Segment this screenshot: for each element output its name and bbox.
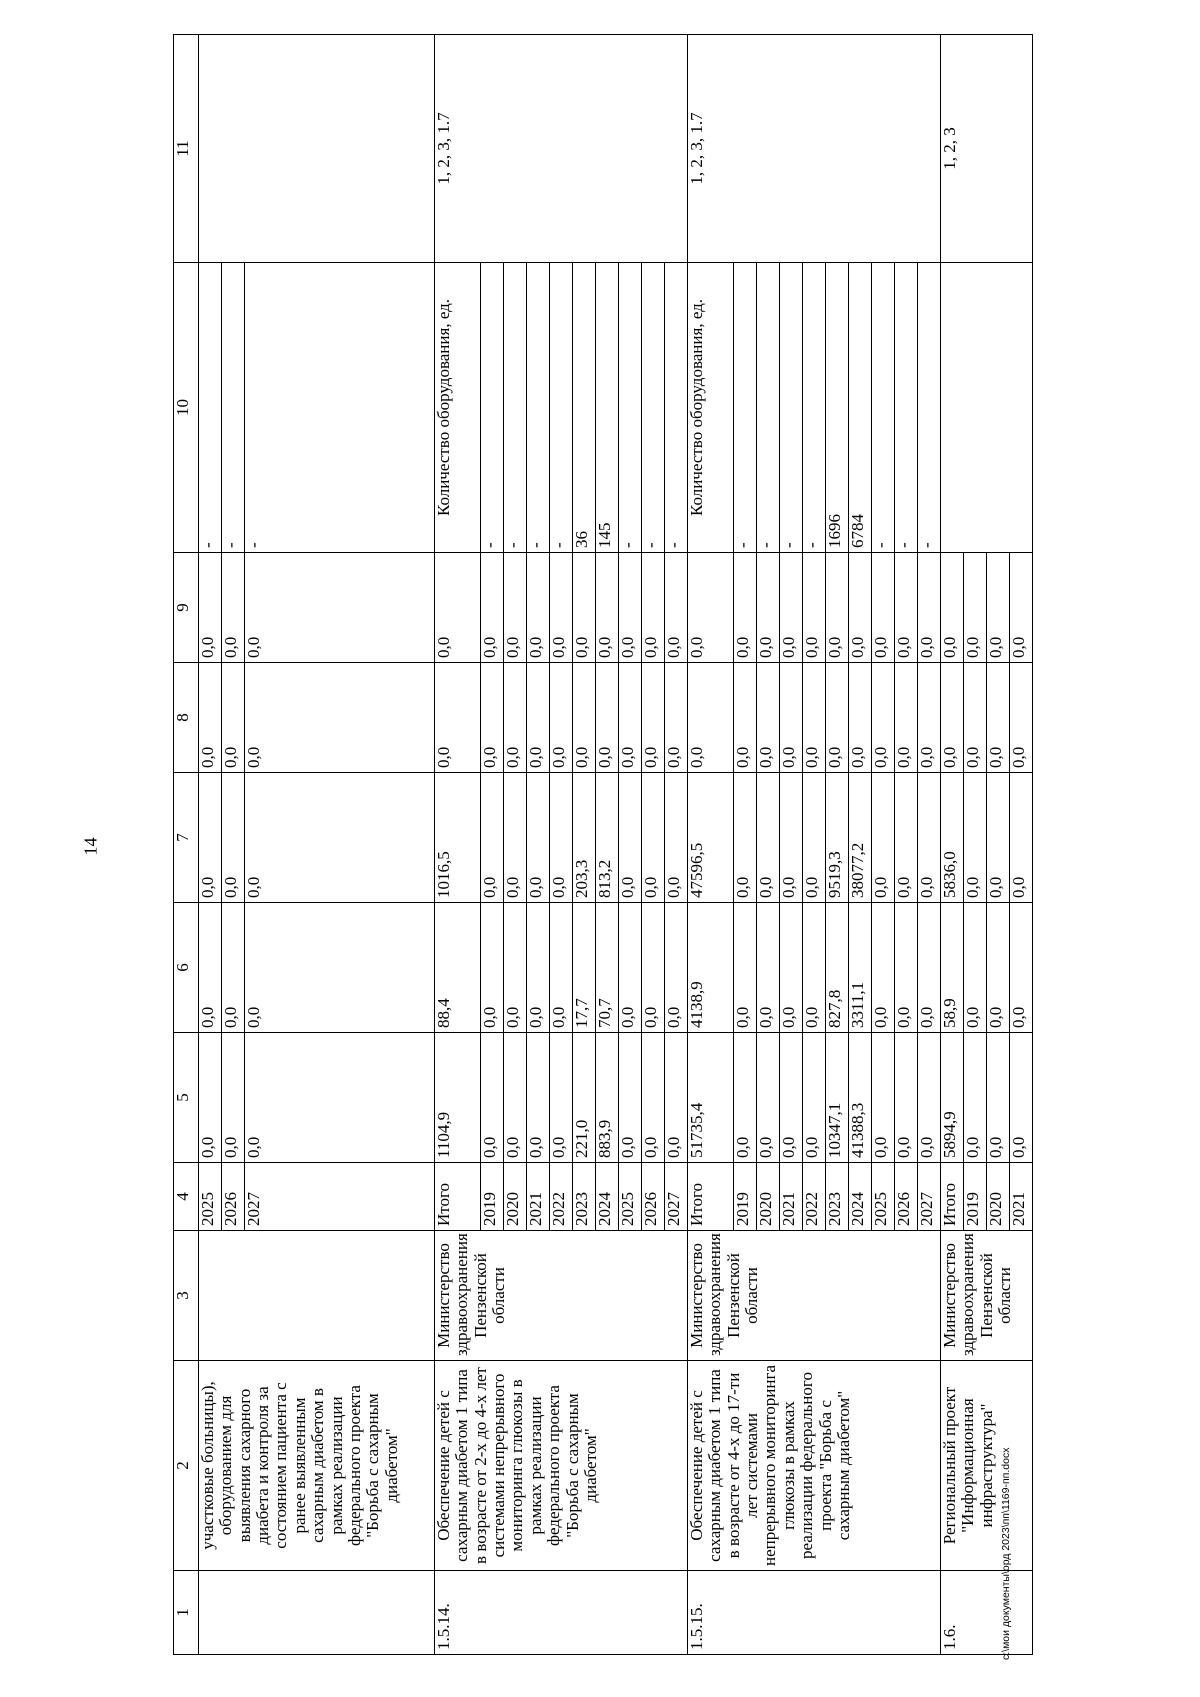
value-cell: 0,0	[550, 663, 573, 773]
cont-num-cell	[199, 1571, 435, 1655]
value-cell: 0,0	[199, 553, 222, 663]
value-cell: 0,0	[1010, 1033, 1033, 1163]
value-cell: 0,0	[872, 553, 895, 663]
value-cell: 0,0	[527, 553, 550, 663]
value-cell: 0,0	[642, 1033, 665, 1163]
cont-name-cell: участковые больницы), оборудованием для выявления сахарного диабета и контроля за состоянием пациента с ранее выявленным сахарным диабетом в рамках реализации федерального проекта "Борьба с сахарным диабетом"	[199, 1361, 435, 1571]
value-cell: 0,0	[481, 903, 504, 1033]
value-cell: 0,0	[918, 773, 941, 903]
col-header-2: 2	[174, 1361, 199, 1571]
table-body	[199, 35, 1033, 1655]
value-cell: 1016,5	[435, 773, 481, 903]
value-cell: 5894,9	[941, 1033, 964, 1163]
col-header-4: 4	[174, 1163, 199, 1231]
value-cell: 883,9	[596, 1033, 619, 1163]
value-cell: 0,0	[780, 553, 803, 663]
indicator-value-cell: 36	[573, 263, 596, 553]
value-cell: 0,0	[849, 663, 872, 773]
col-header-5: 5	[174, 1033, 199, 1163]
value-cell: 0,0	[987, 903, 1010, 1033]
value-cell: 0,0	[872, 1033, 895, 1163]
executor-cell: Министерство здравоохранения Пензенской области	[688, 1231, 941, 1361]
value-cell: 51735,4	[688, 1033, 734, 1163]
year-cell: 2024	[849, 1163, 872, 1231]
indicator-value-cell: 145	[596, 263, 619, 553]
indicator-value-cell: -	[872, 263, 895, 553]
reference-cell: 1, 2, 3, 1.7	[435, 35, 688, 263]
year-cell: 2021	[780, 1163, 803, 1231]
value-cell: 221,0	[573, 1033, 596, 1163]
value-cell: 0,0	[1010, 663, 1033, 773]
year-cell: 2027	[245, 1163, 435, 1231]
value-cell: 88,4	[435, 903, 481, 1033]
value-cell: 0,0	[245, 1033, 435, 1163]
value-cell: 0,0	[803, 1033, 826, 1163]
indicator-value-cell: -	[918, 263, 941, 553]
year-cell: 2025	[199, 1163, 222, 1231]
total-label-cell: Итого	[688, 1163, 734, 1231]
value-cell: 0,0	[987, 553, 1010, 663]
value-cell: 0,0	[596, 553, 619, 663]
value-cell: 0,0	[550, 1033, 573, 1163]
item-name-cell: Региональный проект "Информационная инфраструктура"	[941, 1361, 1033, 1571]
value-cell: 0,0	[642, 903, 665, 1033]
indicator-value-cell: -	[199, 263, 222, 553]
value-cell: 0,0	[780, 663, 803, 773]
value-cell: 0,0	[504, 773, 527, 903]
col-header-3: 3	[174, 1231, 199, 1361]
value-cell: 0,0	[964, 903, 987, 1033]
value-cell: 0,0	[550, 773, 573, 903]
col-header-8: 8	[174, 663, 199, 773]
year-cell: 2021	[1010, 1163, 1033, 1231]
table-row	[199, 35, 222, 1655]
value-cell: 0,0	[872, 773, 895, 903]
value-cell: 0,0	[504, 663, 527, 773]
value-cell: 0,0	[826, 553, 849, 663]
value-cell: 813,2	[596, 773, 619, 903]
indicator-value-cell: -	[734, 263, 757, 553]
cont-exec-cell	[199, 1231, 435, 1361]
value-cell: 0,0	[665, 773, 688, 903]
value-cell: 0,0	[199, 663, 222, 773]
year-cell: 2022	[550, 1163, 573, 1231]
year-cell: 2024	[596, 1163, 619, 1231]
value-cell: 827,8	[826, 903, 849, 1033]
value-cell: 0,0	[665, 903, 688, 1033]
value-cell: 1104,9	[435, 1033, 481, 1163]
value-cell: 0,0	[964, 773, 987, 903]
item-number-cell: 1.5.15.	[688, 1571, 941, 1655]
total-label-cell: Итого	[435, 1163, 481, 1231]
value-cell: 0,0	[895, 1033, 918, 1163]
value-cell: 0,0	[665, 1033, 688, 1163]
value-cell: 0,0	[245, 773, 435, 903]
col-header-7: 7	[174, 773, 199, 903]
value-cell: 0,0	[435, 663, 481, 773]
value-cell: 203,3	[573, 773, 596, 903]
table-row	[941, 35, 964, 1655]
executor-cell: Министерство здравоохранения Пензенской области	[941, 1231, 1033, 1361]
value-cell: 0,0	[918, 663, 941, 773]
value-cell: 0,0	[665, 553, 688, 663]
indicator-value-cell: -	[803, 263, 826, 553]
value-cell: 0,0	[527, 663, 550, 773]
table-row	[435, 35, 481, 1655]
value-cell: 0,0	[734, 1033, 757, 1163]
value-cell: 0,0	[803, 663, 826, 773]
value-cell: 0,0	[734, 553, 757, 663]
value-cell: 0,0	[245, 663, 435, 773]
indicator-value-cell: -	[895, 263, 918, 553]
table-row	[688, 35, 734, 1655]
value-cell: 0,0	[642, 553, 665, 663]
year-cell: 2026	[642, 1163, 665, 1231]
year-cell: 2025	[872, 1163, 895, 1231]
year-cell: 2020	[987, 1163, 1010, 1231]
value-cell: 0,0	[895, 903, 918, 1033]
indicator-value-cell: -	[550, 263, 573, 553]
value-cell: 0,0	[1010, 553, 1033, 663]
indicator-value-cell: -	[222, 263, 245, 553]
value-cell: 0,0	[688, 553, 734, 663]
year-cell: 2027	[665, 1163, 688, 1231]
value-cell: 3311,1	[849, 903, 872, 1033]
value-cell: 0,0	[734, 903, 757, 1033]
value-cell: 0,0	[527, 773, 550, 903]
value-cell: 0,0	[619, 663, 642, 773]
value-cell: 0,0	[222, 663, 245, 773]
value-cell: 0,0	[780, 773, 803, 903]
value-cell: 0,0	[872, 663, 895, 773]
footer-file-path: c:\мои документы\орд 2023\пп\1169-пп.docx	[1000, 1447, 1012, 1660]
value-cell: 0,0	[222, 1033, 245, 1163]
value-cell: 10347,1	[826, 1033, 849, 1163]
value-cell: 0,0	[222, 903, 245, 1033]
year-cell: 2019	[964, 1163, 987, 1231]
value-cell: 41388,3	[849, 1033, 872, 1163]
value-cell: 0,0	[803, 903, 826, 1033]
value-cell: 0,0	[481, 773, 504, 903]
year-cell: 2023	[573, 1163, 596, 1231]
header-row	[174, 35, 199, 1655]
value-cell: 5836,0	[941, 773, 964, 903]
value-cell: 0,0	[941, 663, 964, 773]
item-name-cell: Обеспечение детей с сахарным диабетом 1 типа в возрасте от 4-х до 17-ти лет системами непрерывного мониторинга глюкозы в рамках реализации федерального проекта "Борьба с сахарным диабетом"	[688, 1361, 941, 1571]
value-cell: 0,0	[734, 773, 757, 903]
value-cell: 0,0	[1010, 773, 1033, 903]
reference-cell: 1, 2, 3	[941, 35, 1033, 263]
value-cell: 0,0	[665, 663, 688, 773]
item-name-cell: Обеспечение детей с сахарным диабетом 1 типа в возрасте от 2-х до 4-х лет системами непрерывного мониторинга глюкозы в рамках реализации федерального проекта "Борьба с сахарным диабетом"	[435, 1361, 688, 1571]
year-cell: 2022	[803, 1163, 826, 1231]
value-cell: 0,0	[527, 903, 550, 1033]
value-cell: 0,0	[780, 1033, 803, 1163]
value-cell: 58,9	[941, 903, 964, 1033]
year-cell: 2025	[619, 1163, 642, 1231]
value-cell: 0,0	[619, 773, 642, 903]
value-cell: 0,0	[780, 903, 803, 1033]
value-cell: 0,0	[987, 773, 1010, 903]
year-cell: 2026	[222, 1163, 245, 1231]
year-cell: 2021	[527, 1163, 550, 1231]
program-table	[173, 34, 1033, 1655]
value-cell: 0,0	[642, 773, 665, 903]
value-cell: 0,0	[803, 553, 826, 663]
value-cell: 0,0	[918, 1033, 941, 1163]
year-cell: 2019	[481, 1163, 504, 1231]
value-cell: 0,0	[504, 903, 527, 1033]
value-cell: 0,0	[573, 553, 596, 663]
indicator-value-cell: -	[245, 263, 435, 553]
value-cell: 17,7	[573, 903, 596, 1033]
value-cell: 0,0	[688, 663, 734, 773]
value-cell: 0,0	[596, 663, 619, 773]
value-cell: 38077,2	[849, 773, 872, 903]
indicator-name-cell: Количество оборудования, ед.	[435, 263, 481, 553]
value-cell: 0,0	[550, 903, 573, 1033]
value-cell: 0,0	[757, 903, 780, 1033]
value-cell: 0,0	[987, 1033, 1010, 1163]
reference-cell: 1, 2, 3, 1.7	[688, 35, 941, 263]
value-cell: 0,0	[222, 553, 245, 663]
indicator-value-cell: -	[481, 263, 504, 553]
indicator-name-cell: Количество оборудования, ед.	[688, 263, 734, 553]
page-number: 14	[80, 837, 101, 856]
indicator-value-cell: 1696	[826, 263, 849, 553]
value-cell: 0,0	[481, 1033, 504, 1163]
col-header-10: 10	[174, 263, 199, 553]
value-cell: 0,0	[918, 903, 941, 1033]
value-cell: 0,0	[222, 773, 245, 903]
value-cell: 0,0	[481, 663, 504, 773]
col-header-6: 6	[174, 903, 199, 1033]
value-cell: 0,0	[734, 663, 757, 773]
indicator-name-cell	[941, 263, 1033, 553]
item-number-cell: 1.6.	[941, 1571, 1033, 1655]
value-cell: 0,0	[964, 663, 987, 773]
value-cell: 0,0	[964, 1033, 987, 1163]
indicator-value-cell: -	[757, 263, 780, 553]
year-cell: 2026	[895, 1163, 918, 1231]
value-cell: 0,0	[550, 553, 573, 663]
indicator-value-cell: 6784	[849, 263, 872, 553]
value-cell: 0,0	[435, 553, 481, 663]
value-cell: 47596,5	[688, 773, 734, 903]
col-header-11: 11	[174, 35, 199, 263]
value-cell: 0,0	[573, 663, 596, 773]
col-header-1: 1	[174, 1571, 199, 1655]
value-cell: 0,0	[245, 903, 435, 1033]
value-cell: 0,0	[757, 663, 780, 773]
year-cell: 2027	[918, 1163, 941, 1231]
value-cell: 9519,3	[826, 773, 849, 903]
item-number-cell: 1.5.14.	[435, 1571, 688, 1655]
executor-cell: Министерство здравоохранения Пензенской области	[435, 1231, 688, 1361]
value-cell: 0,0	[872, 903, 895, 1033]
indicator-value-cell: -	[527, 263, 550, 553]
value-cell: 0,0	[619, 553, 642, 663]
cont-ref-cell	[199, 35, 435, 263]
total-label-cell: Итого	[941, 1163, 964, 1231]
value-cell: 0,0	[895, 553, 918, 663]
value-cell: 70,7	[596, 903, 619, 1033]
value-cell: 0,0	[964, 553, 987, 663]
value-cell: 4138,9	[688, 903, 734, 1033]
indicator-value-cell: -	[780, 263, 803, 553]
value-cell: 0,0	[895, 773, 918, 903]
value-cell: 0,0	[619, 1033, 642, 1163]
year-cell: 2019	[734, 1163, 757, 1231]
indicator-value-cell: -	[665, 263, 688, 553]
value-cell: 0,0	[895, 663, 918, 773]
indicator-value-cell: -	[619, 263, 642, 553]
value-cell: 0,0	[199, 903, 222, 1033]
value-cell: 0,0	[826, 663, 849, 773]
year-cell: 2020	[504, 1163, 527, 1231]
value-cell: 0,0	[642, 663, 665, 773]
year-cell: 2020	[757, 1163, 780, 1231]
value-cell: 0,0	[987, 663, 1010, 773]
value-cell: 0,0	[527, 1033, 550, 1163]
value-cell: 0,0	[199, 1033, 222, 1163]
value-cell: 0,0	[757, 553, 780, 663]
value-cell: 0,0	[757, 1033, 780, 1163]
value-cell: 0,0	[803, 773, 826, 903]
value-cell: 0,0	[1010, 903, 1033, 1033]
value-cell: 0,0	[245, 553, 435, 663]
indicator-value-cell: -	[504, 263, 527, 553]
value-cell: 0,0	[504, 553, 527, 663]
indicator-value-cell: -	[642, 263, 665, 553]
year-cell: 2023	[826, 1163, 849, 1231]
value-cell: 0,0	[941, 553, 964, 663]
value-cell: 0,0	[918, 553, 941, 663]
program-table-wrapper	[173, 35, 1113, 1655]
value-cell: 0,0	[619, 903, 642, 1033]
value-cell: 0,0	[757, 773, 780, 903]
col-header-9: 9	[174, 553, 199, 663]
value-cell: 0,0	[504, 1033, 527, 1163]
value-cell: 0,0	[481, 553, 504, 663]
value-cell: 0,0	[199, 773, 222, 903]
value-cell: 0,0	[849, 553, 872, 663]
